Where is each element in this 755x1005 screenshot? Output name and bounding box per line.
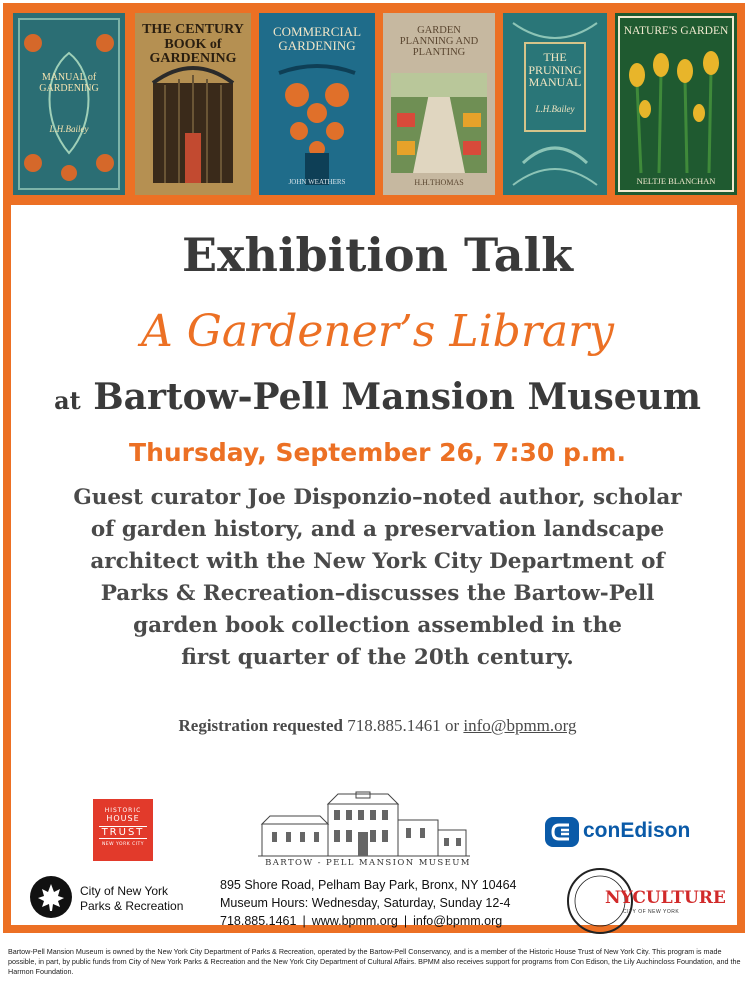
separator: | [403, 914, 408, 928]
website-link[interactable]: www.bpmm.org [311, 914, 398, 928]
iris-flowers-icon [615, 13, 737, 195]
book-author: L.H.Bailey [535, 104, 575, 114]
nyc-parks-line: Parks & Recreation [80, 899, 184, 913]
description-line: of garden history, and a preservation landscape [90, 517, 665, 542]
registration-email-link[interactable]: info@bpmm.org [463, 716, 577, 735]
hht-word: NEW YORK CITY [101, 842, 145, 847]
hht-word: HOUSE [106, 814, 140, 823]
nyc-parks-leaf-icon [30, 876, 72, 918]
exhibition-title: A Gardener’s Library [141, 306, 614, 357]
contact-line [220, 912, 540, 930]
hours-line: Museum Hours: Wednesday, Saturday, Sunday 12-4 [220, 896, 511, 910]
book-author: JOHN WEATHERS [288, 178, 346, 186]
registration-phone: 718.885.1461 [347, 716, 441, 735]
description-line: first quarter of the 20th century. [181, 645, 574, 670]
nyc-parks-line: City of New York [80, 884, 169, 898]
event-description [32, 482, 723, 674]
floral-pattern-icon [13, 13, 125, 195]
book-title: MANUAL of GARDENING [39, 72, 99, 94]
address-line: 895 Shore Road, Pelham Bay Park, Bronx, NY 10464 [220, 878, 517, 892]
event-date-time: Thursday, September 26, 7:30 p.m. [129, 438, 626, 467]
sponsor-footer: Bartow-Pell Mansion Museum is owned by the New York City Department of Parks & Recreation, operated by the Bartow-Pell Conservancy, and is a member of the Historic House Trust of New York City. This program is made possible, in part, by public funds from City of New York Parks & Recreation and the New York City Department of Cultural Affairs. BPMM also receives support for programs from Con Edison, the Lily Auchincloss Foundation, and the Harmon Foundation. [8, 947, 741, 976]
registration-label: Registration requested [178, 716, 343, 735]
nyculture-subtitle: CITY OF NEW YORK [623, 909, 680, 915]
museum-wordmark: BARTOW - PELL MANSION MUSEUM [265, 858, 471, 868]
book-author: L.H.Bailey [49, 124, 89, 134]
nyc-parks-wordmark [80, 884, 183, 914]
book-title: NATURE'S GARDEN [623, 25, 729, 37]
contact-phone: 718.885.1461 [220, 914, 297, 928]
hht-word: HISTORIC [104, 807, 142, 814]
museum-contact-block [220, 876, 540, 930]
book-title: COMMERCIAL GARDENING [272, 24, 362, 53]
venue-name: Bartow-Pell Mansion Museum [93, 376, 701, 418]
book-title: THE PRUNING MANUAL [528, 50, 582, 90]
nyculture-wordmark: NYCULTURE [605, 888, 726, 908]
venue-line [0, 376, 755, 418]
conedison-mark-icon [545, 817, 581, 847]
conedison-logo [545, 817, 695, 847]
historic-house-trust-logo [93, 799, 153, 861]
venue-prefix: at [54, 386, 81, 415]
book-cover-manual-of-gardening [13, 13, 125, 195]
registration-or: or [444, 716, 460, 735]
separator: | [302, 914, 306, 928]
description-line: Parks & Recreation–discusses the Bartow-Pell [100, 581, 655, 606]
book-author: NELTJE BLANCHAN [636, 176, 716, 186]
description-line: garden book collection assembled in the [133, 613, 622, 638]
book-cover-commercial-gardening [259, 13, 375, 195]
description-line: Guest curator Joe Disponzio–noted author, scholar [73, 485, 682, 510]
book-author: H.H.THOMAS [414, 178, 464, 187]
book-cover-natures-garden [615, 13, 737, 195]
mansion-illustration-icon [258, 790, 470, 860]
book-title: GARDEN PLANNING AND PLANTING [399, 25, 479, 59]
hht-word: TRUST [99, 826, 147, 839]
book-covers-banner [3, 3, 745, 205]
headline: Exhibition Talk [182, 228, 573, 282]
book-cover-garden-planning [383, 13, 495, 195]
book-cover-pruning-manual [503, 13, 607, 195]
contact-email-link[interactable]: info@bpmm.org [413, 914, 503, 928]
description-line: architect with the New York City Department of [90, 549, 665, 574]
conedison-wordmark: conEdison [583, 819, 691, 842]
book-title: THE CENTURY BOOK of GARDENING [142, 22, 244, 67]
book-cover-century-book [135, 13, 251, 195]
registration-line [0, 716, 755, 736]
